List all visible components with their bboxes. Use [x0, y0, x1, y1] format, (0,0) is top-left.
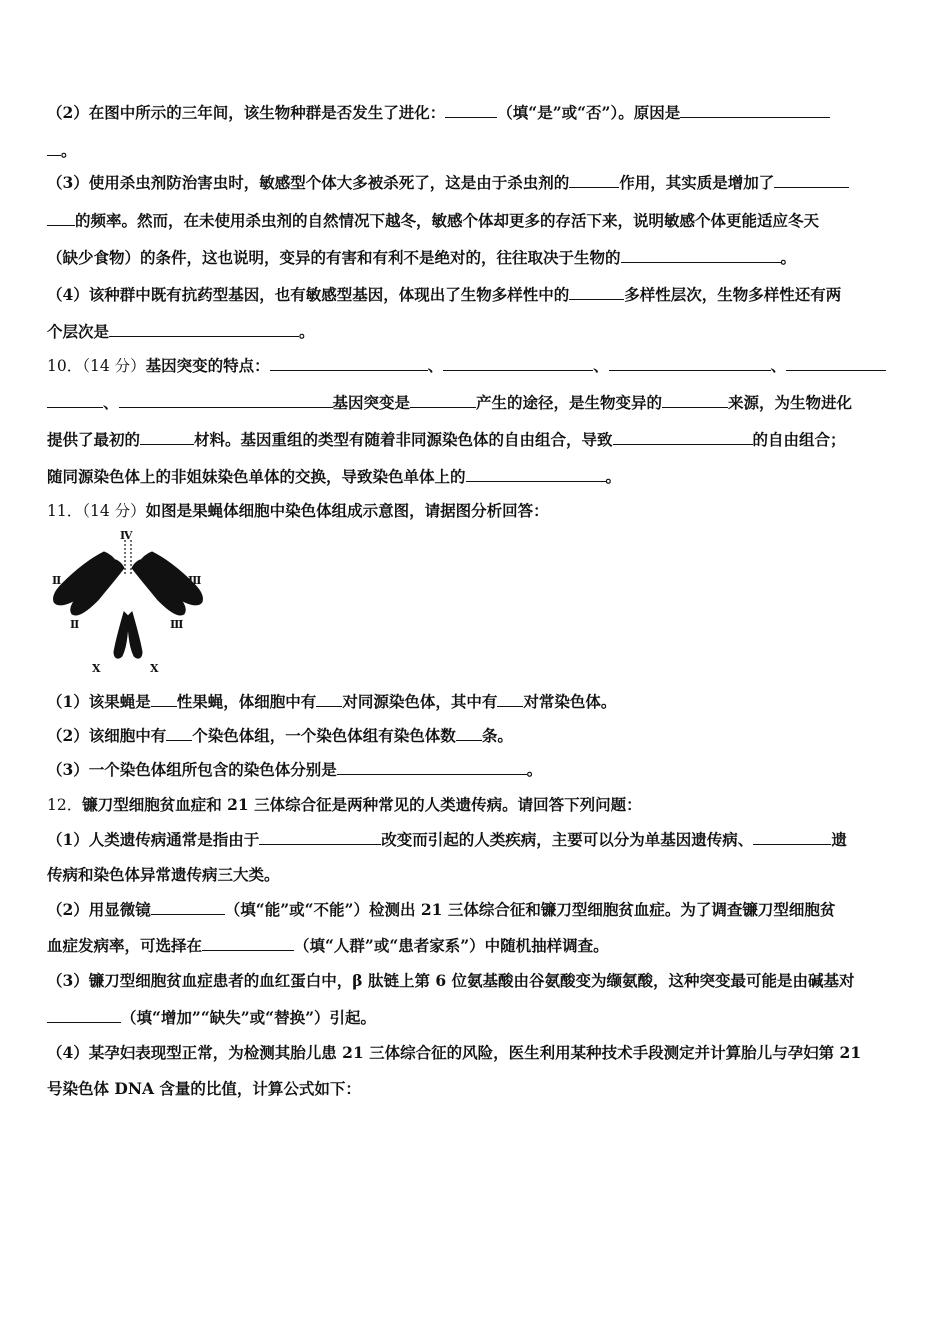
q9-part3-line2: 的频率。然而，在未使用杀虫剂的自然情况下越冬，敏感个体却更多的存活下来，说明敏感个体更能适应冬天: [47, 210, 906, 232]
chromosome-diagram: [48, 530, 208, 676]
q12-part4-line2: 号染色体 DNA 含量的比值，计算公式如下：: [47, 1079, 361, 1098]
answer-blank[interactable]: [497, 691, 523, 707]
q9-part4-line2: 个层次是 。: [47, 322, 315, 341]
q9-part2-line1: （2）在图中所示的三年间，该生物种群是否发生了进化： （填“是”或“否”）。原因是: [47, 102, 906, 124]
label-X-right: X: [150, 662, 159, 675]
answer-blank[interactable]: [621, 247, 781, 263]
answer-blank[interactable]: [609, 355, 771, 371]
answer-blank[interactable]: [456, 725, 482, 741]
chromosome-X-right: [128, 612, 142, 658]
q12-part3-line2: （填“增加”“缺失”或“替换”）引起。: [47, 1007, 906, 1029]
answer-blank[interactable]: [466, 466, 606, 482]
q9-part3-line1: （3）使用杀虫剂防治害虫时，敏感型个体大多被杀死了，这是由于杀虫剂的 作用，其实质是增加了: [47, 172, 906, 194]
q10-line2: 、 基因突变是 产生的途径，是生物变异的 来源，为生物进化: [47, 392, 906, 414]
answer-blank[interactable]: [47, 392, 103, 408]
label-III-bottom: Ⅲ: [170, 618, 184, 631]
answer-blank[interactable]: [119, 392, 333, 408]
q9-part4-line1: （4）该种群中既有抗药型基因，也有敏感型基因，体现出了生物多样性中的 多样性层次，生物多样性还有两: [47, 285, 842, 304]
q11-stem: 11．（14 分）如图是果蝇体细胞中染色体组成示意图，请据图分析回答：: [47, 501, 549, 520]
answer-blank[interactable]: [410, 392, 476, 408]
q12-part2-line1: （2）用显微镜 （填“能”或“不能”）检测出 21 三体综合征和镰刀型细胞贫血症。为了调查镰刀型细胞贫: [47, 900, 836, 919]
answer-blank[interactable]: [569, 172, 619, 188]
answer-blank[interactable]: [337, 759, 527, 775]
q10-line4: 随同源染色体上的非姐妹染色单体的交换，导致染色单体上的 。: [47, 467, 622, 486]
label-II-bottom: Ⅱ: [70, 618, 80, 631]
label-IV: Ⅳ: [120, 530, 133, 542]
q12-part1-line1: （1）人类遗传病通常是指由于 改变而引起的人类疾病，主要可以分为单基因遗传病、 遗: [47, 830, 847, 849]
answer-blank[interactable]: [259, 829, 381, 845]
answer-blank[interactable]: [47, 140, 61, 156]
label-II-top: Ⅱ: [52, 574, 62, 587]
chromosome-X-left: [114, 612, 128, 658]
answer-blank[interactable]: [443, 355, 593, 371]
q11-part3: （3）一个染色体组所包含的染色体分别是 。: [47, 760, 543, 779]
answer-blank[interactable]: [569, 284, 624, 300]
q12-stem: 12．镰刀型细胞贫血症和 21 三体综合征是两种常见的人类遗传病。请回答下列问题：: [47, 795, 642, 814]
q10-line1: 10．（14 分）基因突变的特点： 、 、 、: [47, 355, 906, 377]
answer-blank[interactable]: [47, 1007, 121, 1023]
q9-part2-line2: 。: [47, 140, 906, 162]
answer-blank[interactable]: [445, 102, 497, 118]
answer-blank[interactable]: [613, 429, 753, 445]
q10-line3: 提供了最初的 材料。基因重组的类型有随着非同源染色体的自由组合，导致 的自由组合；: [47, 430, 846, 449]
label-III-top: Ⅲ: [188, 574, 202, 587]
answer-blank[interactable]: [151, 899, 225, 915]
answer-blank[interactable]: [109, 321, 299, 337]
q11-part2: （2）该细胞中有 个染色体组，一个染色体组有染色体数 条。: [47, 726, 513, 745]
answer-blank[interactable]: [202, 935, 294, 951]
answer-blank[interactable]: [753, 829, 831, 845]
answer-blank[interactable]: [47, 210, 75, 226]
answer-blank[interactable]: [270, 355, 428, 371]
label-X-left: X: [92, 662, 101, 675]
answer-blank[interactable]: [786, 355, 886, 371]
answer-blank[interactable]: [166, 725, 192, 741]
answer-blank[interactable]: [140, 429, 194, 445]
q12-part2-line2: 血症发病率，可选择在 （填“人群”或“患者家系”）中随机抽样调查。: [47, 936, 609, 955]
answer-blank[interactable]: [151, 691, 177, 707]
answer-blank[interactable]: [316, 691, 342, 707]
q12-part3-line1: （3）镰刀型细胞贫血症患者的血红蛋白中，β 肽链上第 6 位氨基酸由谷氨酸变为缬氨酸，这种突变最可能是由碱基对: [47, 971, 855, 990]
q12-part1-line2: 传病和染色体异常遗传病三大类。: [47, 865, 280, 884]
answer-blank[interactable]: [774, 172, 849, 188]
q9-part3-line3: （缺少食物）的条件，这也说明，变异的有害和有利不是绝对的，往往取决于生物的 。: [47, 248, 797, 267]
answer-blank[interactable]: [662, 392, 728, 408]
q12-part4-line1: （4）某孕妇表现型正常，为检测其胎儿患 21 三体综合征的风险，医生利用某种技术手段测定并计算胎儿与孕妇第 21: [47, 1043, 862, 1062]
q11-part1: （1）该果蝇是 性果蝇，体细胞中有 对同源染色体，其中有 对常染色体。: [47, 692, 617, 711]
answer-blank[interactable]: [680, 102, 830, 118]
